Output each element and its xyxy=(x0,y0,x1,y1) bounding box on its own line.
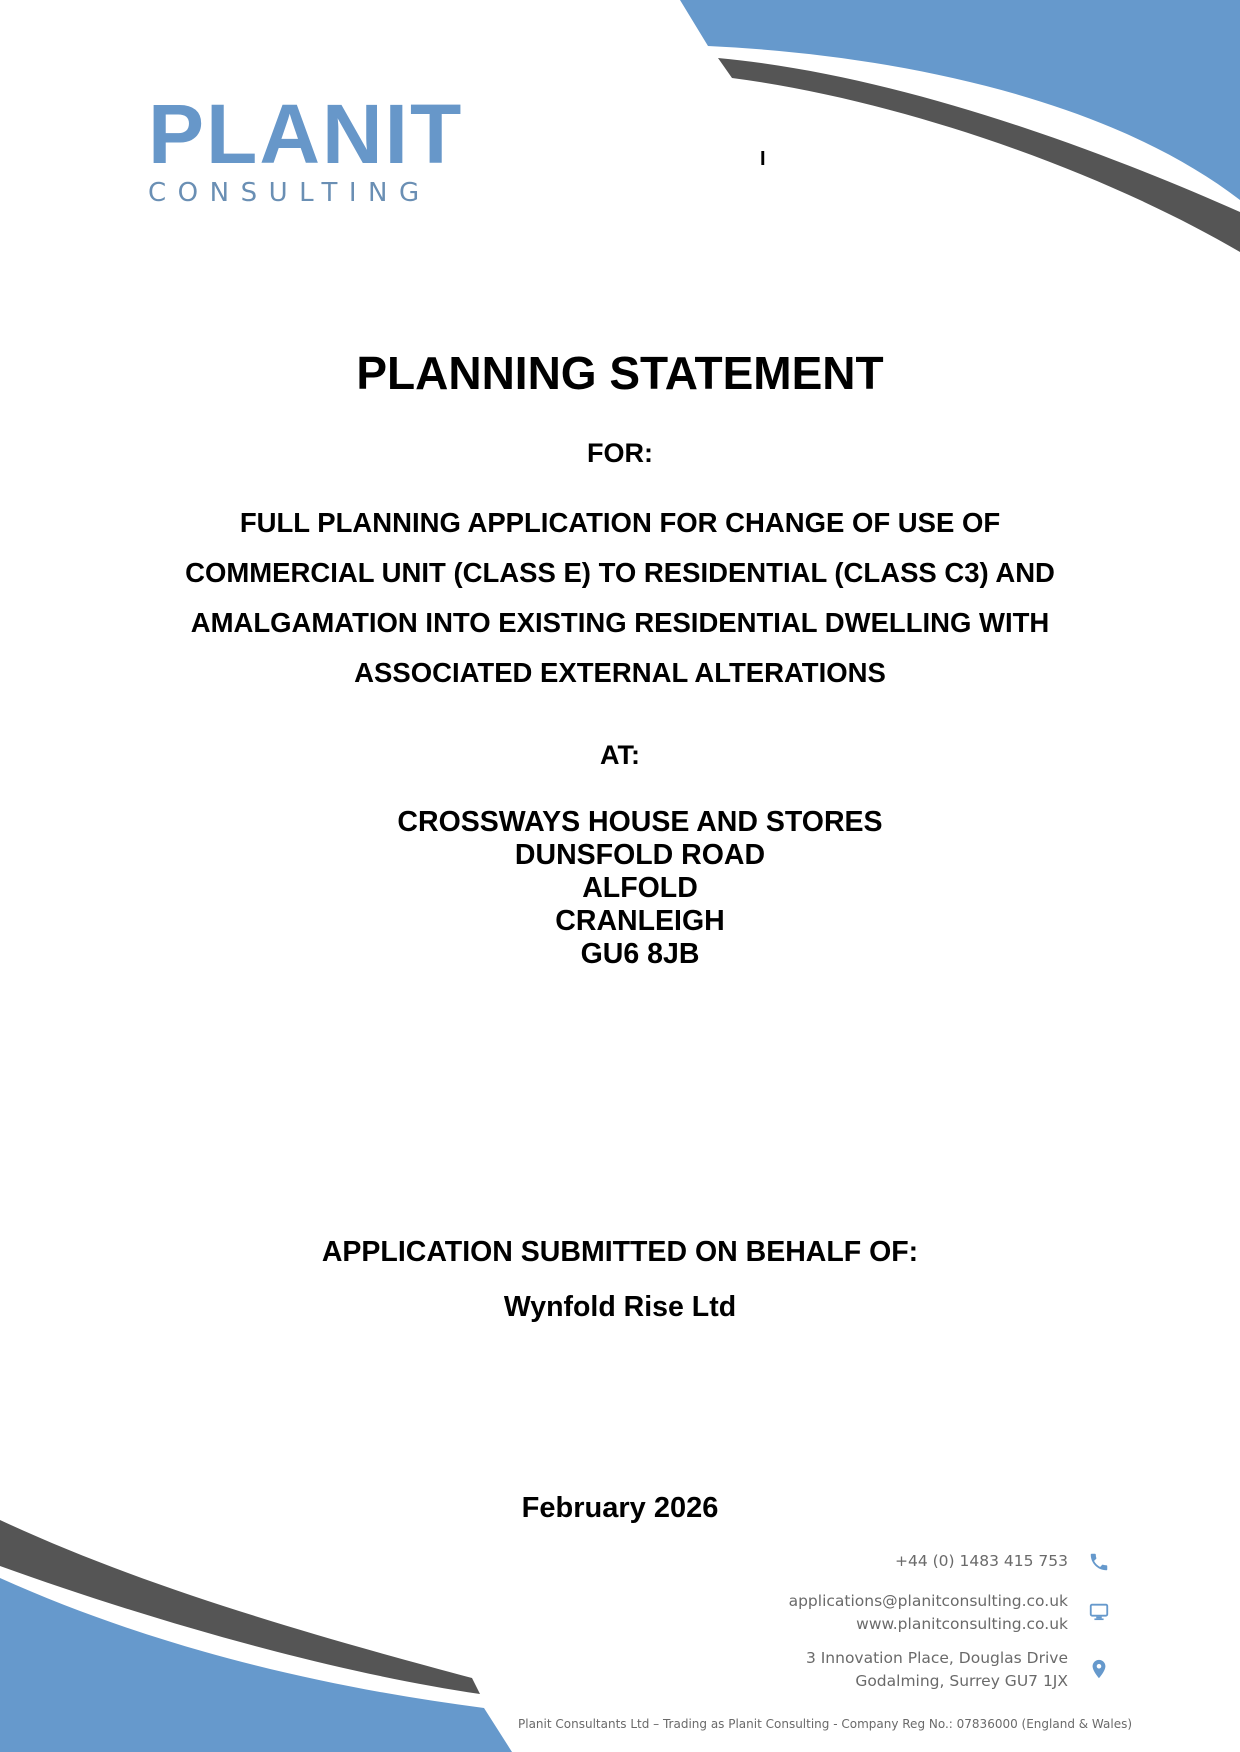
planit-logo xyxy=(148,87,464,208)
logo-subtitle: CONSULTING xyxy=(148,178,431,208)
contact-web xyxy=(789,1590,1068,1636)
application-description xyxy=(140,498,1100,698)
contact-email[interactable]: applications@planitconsulting.co.uk xyxy=(788,1592,1068,1610)
description-line: AMALGAMATION INTO EXISTING RESIDENTIAL DWELLING WITH xyxy=(190,607,1050,638)
contact-address xyxy=(806,1647,1068,1693)
address-line: CROSSWAYS HOUSE AND STORES xyxy=(397,806,883,838)
description-line: ASSOCIATED EXTERNAL ALTERATIONS xyxy=(354,657,886,688)
description-line: COMMERCIAL UNIT (CLASS E) TO RESIDENTIAL (CLASS C3) AND xyxy=(185,557,1055,588)
for-label: FOR: xyxy=(587,438,653,468)
description-line: FULL PLANNING APPLICATION FOR CHANGE OF USE OF xyxy=(239,507,1001,538)
page-title: PLANNING STATEMENT xyxy=(356,347,884,399)
stray-mark: I xyxy=(760,148,766,170)
contact-website[interactable]: www.planitconsulting.co.uk xyxy=(856,1615,1068,1633)
contact-address-line: Godalming, Surrey GU7 1JX xyxy=(855,1672,1068,1690)
location-pin-icon xyxy=(1088,1658,1110,1680)
address-line: GU6 8JB xyxy=(580,938,700,970)
logo-wordmark: PLANIT xyxy=(148,87,464,181)
behalf-label: APPLICATION SUBMITTED ON BEHALF OF: xyxy=(321,1236,919,1268)
bottom-left-blue-swoosh xyxy=(0,1578,512,1752)
contact-address-line: 3 Innovation Place, Douglas Drive xyxy=(805,1649,1068,1667)
address-line: CRANLEIGH xyxy=(555,905,725,937)
client-name: Wynfold Rise Ltd xyxy=(503,1291,737,1323)
at-label: AT: xyxy=(600,740,640,770)
document-date: February 2026 xyxy=(521,1492,719,1524)
company-registration: Planit Consultants Ltd – Trading as Planit Consulting - Company Reg No.: 07836000 (England & Wales) xyxy=(518,1717,1133,1731)
address-line: ALFOLD xyxy=(582,872,698,904)
site-address xyxy=(20,806,1240,971)
address-line: DUNSFOLD ROAD xyxy=(514,839,766,871)
contact-phone: +44 (0) 1483 415 753 xyxy=(895,1552,1068,1570)
phone-icon xyxy=(1088,1551,1110,1573)
monitor-icon xyxy=(1088,1601,1110,1623)
